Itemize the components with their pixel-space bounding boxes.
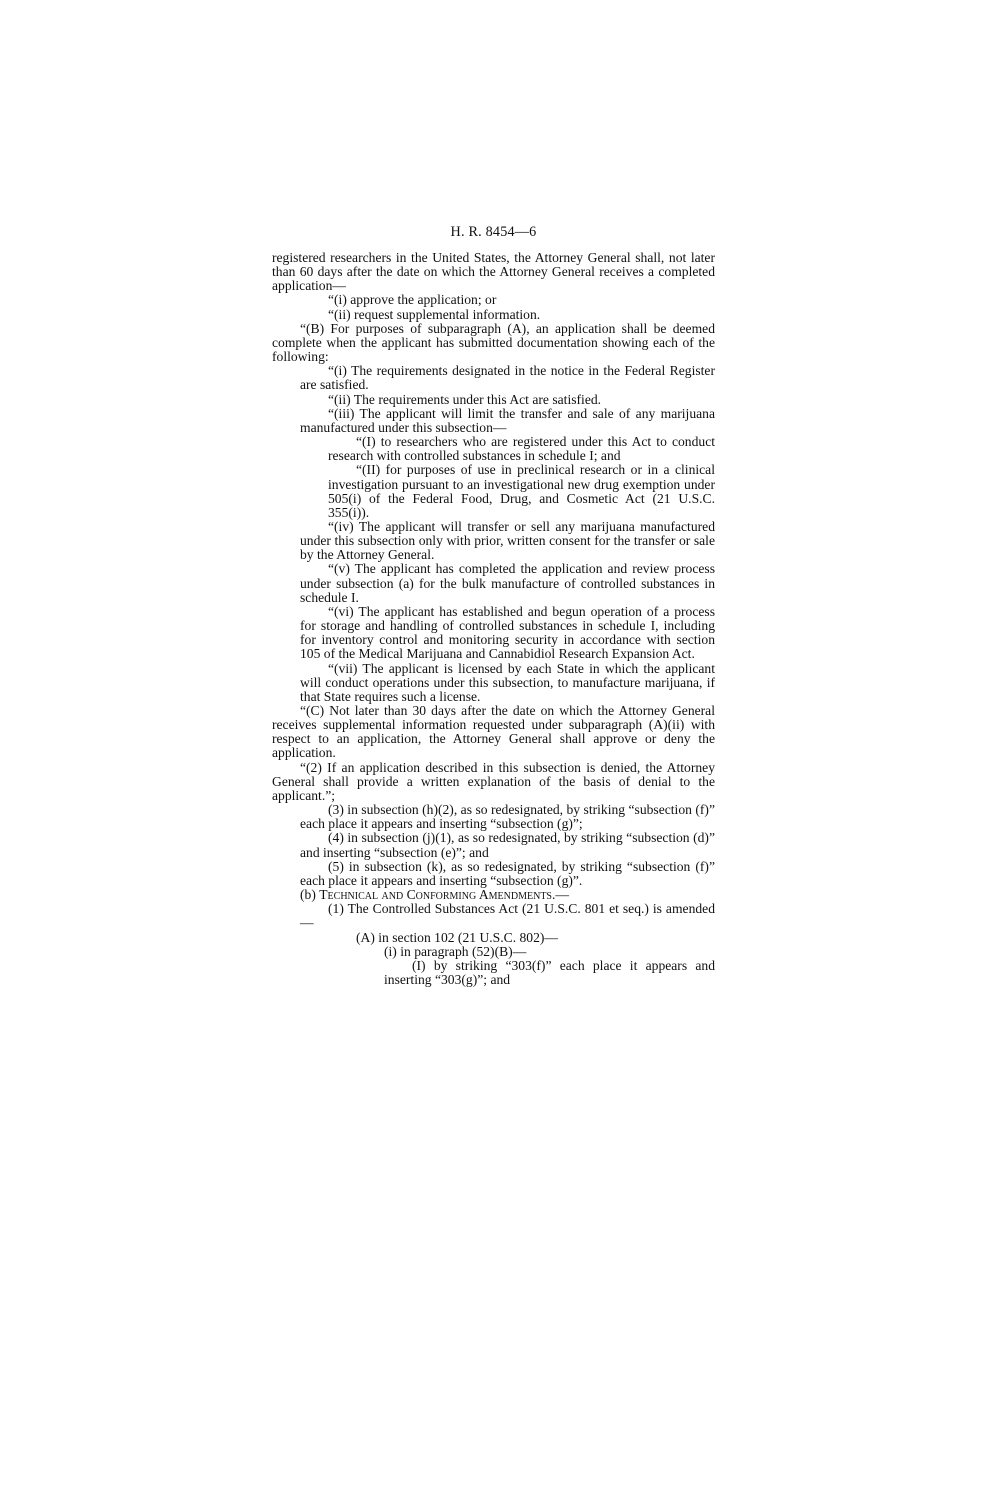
clause-i-requirements: “(i) The requirements designated in the notice in the Federal Register are satisfied. bbox=[300, 363, 715, 393]
clause-i-approve: “(i) approve the application; or bbox=[328, 292, 497, 308]
amendment-4: (4) in subsection (j)(1), as so redesignated, by striking “subsection (d)” and inserting “subsection (e)”; and bbox=[300, 830, 715, 860]
subclause-i-striking-303f: (I) by striking “303(f)” each place it appears and inserting “303(g)”; and bbox=[384, 957, 715, 987]
paragraph-2-denial: “(2) If an application described in this subsection is denied, the Attorney General shall provide a written explanation of the basis of denial to the applicant.”; bbox=[272, 759, 715, 803]
clause-v-review-process: “(v) The applicant has completed the application and review process under subsection (a) for the bulk manufacture of controlled substances in schedule I. bbox=[300, 561, 715, 605]
clause-ii-request: “(ii) request supplemental information. bbox=[328, 306, 541, 322]
subparagraph-a-section-102: (A) in section 102 (21 U.S.C. 802)— bbox=[356, 929, 559, 945]
page-header bbox=[272, 224, 715, 240]
amendment-1-csa: (1) The Controlled Substances Act (21 U.S.C. 801 et seq.) is amended— bbox=[300, 901, 715, 931]
subparagraph-b: “(B) For purposes of subparagraph (A), an application shall be deemed complete when the applicant has submitted documentation showing each of the following: bbox=[272, 320, 715, 365]
clause-vi-storage: “(vi) The applicant has established and begun operation of a process for storage and handling of controlled substances in schedule I, including for inventory control and monitoring security in accordance with section 105 of the Medical Marijuana and Cannabidiol Research Expansion Act. bbox=[300, 603, 715, 662]
clause-ii-requirements: “(ii) The requirements under this Act are satisfied. bbox=[328, 391, 602, 407]
clause-vii-state-license: “(vii) The applicant is licensed by each State in which the applicant will conduct operations under this subsection, to manufacture marijuana, if that State requires such a license. bbox=[300, 660, 715, 704]
clause-i-paragraph-52b: (i) in paragraph (52)(B)— bbox=[384, 943, 527, 959]
amendment-3: (3) in subsection (h)(2), as so redesignated, by striking “subsection (f)” each place it appears and inserting “subsection (g)”; bbox=[300, 802, 715, 832]
section-b-heading bbox=[300, 888, 715, 902]
subclause-ii-preclinical: “(II) for purposes of use in preclinical research or in a clinical investigation pursuant to an investigational new drug exemption under 505(i) of the Federal Food, Drug, and Cosmetic Act (21 U.S.C. 355(i)). bbox=[328, 462, 715, 520]
bill-body bbox=[272, 251, 715, 987]
subparagraph-c: “(C) Not later than 30 days after the date on which the Attorney General receives supplemental information requested under subparagraph (A)(ii) with respect to an application, the Attorney General shall approve or deny the application. bbox=[272, 703, 715, 761]
paragraph-continuation: registered researchers in the United States, the Attorney General shall, not later than 60 days after the date on which the Attorney General receives a completed application— bbox=[272, 250, 715, 294]
amendment-5: (5) in subsection (k), as so redesignated, by striking “subsection (f)” each place it appears and inserting “subsection (g)”. bbox=[300, 858, 715, 888]
clause-iv-transfer-consent: “(iv) The applicant will transfer or sell any marijuana manufactured under this subsection only with prior, written consent for the transfer or sale by the Attorney General. bbox=[300, 518, 715, 563]
bill-number-page: H. R. 8454—6 bbox=[450, 224, 537, 240]
section-b-title: Technical and Conforming Amendments.— bbox=[319, 887, 569, 903]
section-b-prefix: (b) bbox=[300, 887, 320, 903]
clause-iii-limit-transfer: “(iii) The applicant will limit the transfer and sale of any marijuana manufactured under this subsection— bbox=[300, 405, 715, 435]
subclause-i-researchers: “(I) to researchers who are registered under this Act to conduct research with controlled substances in schedule I; and bbox=[328, 434, 715, 464]
